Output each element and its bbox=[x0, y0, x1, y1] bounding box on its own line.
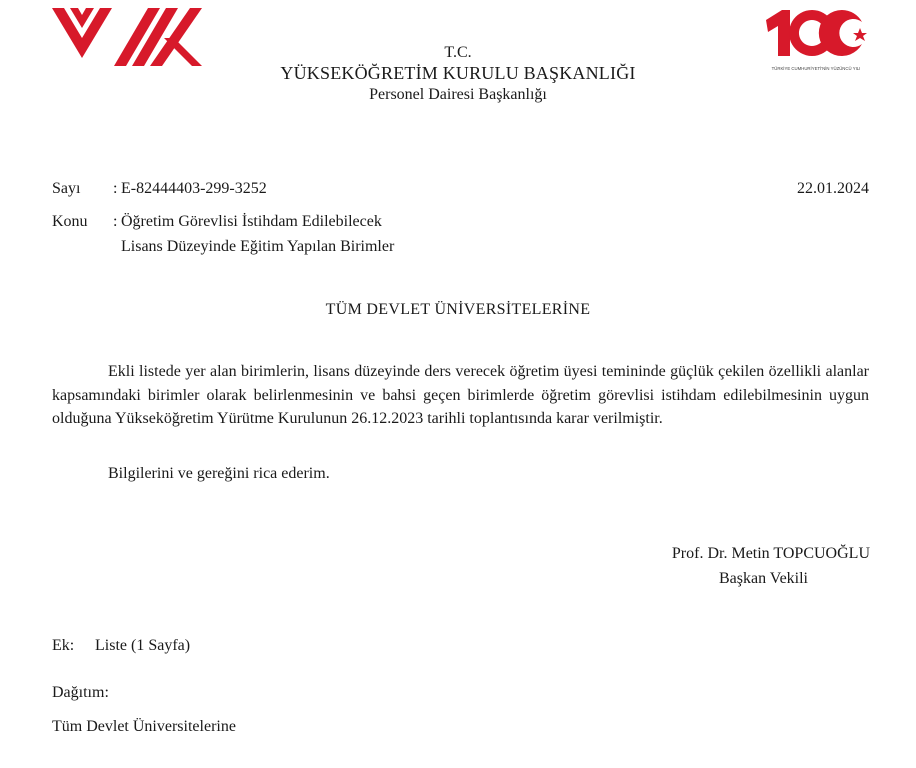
body-paragraph: Ekli listede yer alan birimlerin, lisans düzeyinde ders verecek öğretim üyesi temininde güçlük çekilen özellikli alanlar kapsamındaki birimler olarak belirlenmesinin ve bahsi geçen birimlerde öğretim görevlisi istihdam edilebilmesinin uygun olduğuna Yükseköğretim Yürütme Kurulunun 26.12.2023 tarihli toplantısında karar verilmiştir. bbox=[52, 363, 869, 428]
closing-sentence: Bilgilerini ve gereğini rica ederim. bbox=[108, 465, 330, 482]
attachment-label: Ek: bbox=[52, 637, 75, 654]
sayi-colon: : bbox=[113, 180, 118, 197]
konu-colon: : bbox=[113, 213, 118, 230]
header-department: Personel Dairesi Başkanlığı bbox=[369, 86, 547, 103]
distribution-value: Tüm Devlet Üniversitelerine bbox=[52, 718, 236, 735]
konu-label: Konu bbox=[52, 213, 88, 230]
document-number: E-82444403-299-3252 bbox=[121, 180, 267, 197]
header-organization: YÜKSEKÖĞRETİM KURULU BAŞKANLIĞI bbox=[280, 63, 636, 83]
distribution-label: Dağıtım: bbox=[52, 684, 109, 701]
signatory-title: Başkan Vekili bbox=[718, 570, 808, 587]
centennial-logo-caption: TÜRKİYE CUMHURİYETİ'NİN YÜZÜNCÜ YILI bbox=[771, 66, 861, 71]
attachment-value: Liste (1 Sayfa) bbox=[95, 637, 191, 654]
subject-line-1: Öğretim Görevlisi İstihdam Edilebilecek bbox=[121, 213, 382, 230]
document-date: 22.01.2024 bbox=[797, 180, 869, 197]
sayi-label: Sayı bbox=[52, 180, 81, 197]
addressee: TÜM DEVLET ÜNİVERSİTELERİNE bbox=[325, 301, 591, 318]
subject-line-2: Lisans Düzeyinde Eğitim Yapılan Birimler bbox=[121, 238, 395, 255]
signatory-name: Prof. Dr. Metin TOPCUOĞLU bbox=[671, 545, 870, 562]
header-country: T.C. bbox=[444, 44, 472, 61]
